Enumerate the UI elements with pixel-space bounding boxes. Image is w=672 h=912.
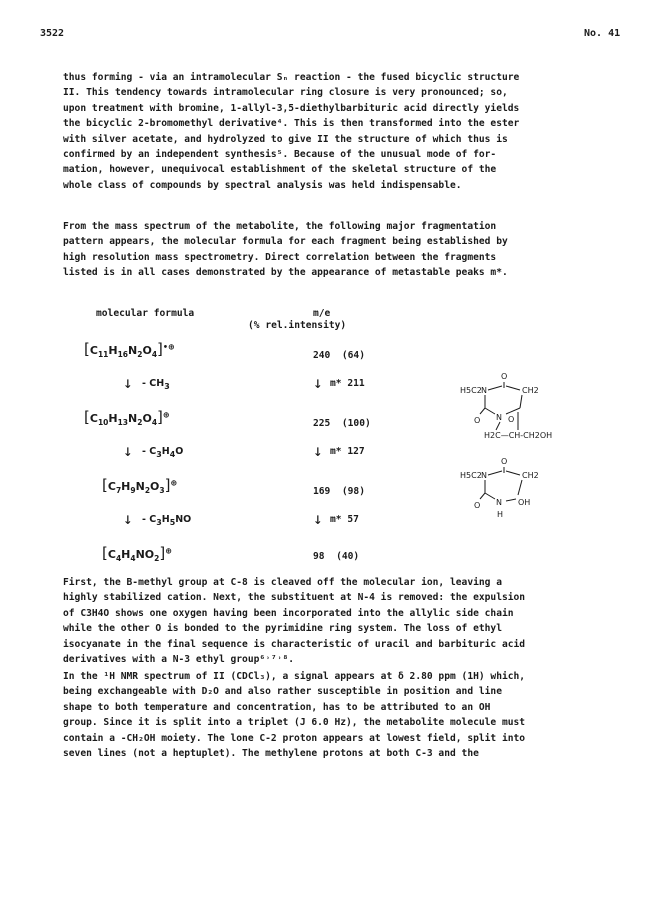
loss-2: - $C_3H_4O$ — [142, 446, 184, 459]
down-arrow-icon: ↓ — [123, 373, 133, 392]
text-line: thus forming - via an intramolecular Sₙ reaction - the fused bicyclic structure — [63, 72, 520, 83]
fragment-formula-2: $[C_{10}H_{13}N_2O_4]^\oplus$ — [84, 408, 170, 428]
column-header-formula: molecular formula — [96, 308, 195, 319]
struct-oxo-label: O — [501, 372, 508, 381]
text-line: From the mass spectrum of the metabolite, the following major fragmentation — [63, 221, 497, 232]
struct-ring-o-label: O — [508, 415, 515, 424]
struct-side-chain-label: H2C—CH-CH2OH — [484, 431, 553, 440]
text-line: derivatives with a N-3 ethyl group⁶˒⁷˒⁸. — [63, 654, 295, 666]
text-line: group. Since it is split into a triplet (J 6.0 Hz), the metabolite molecule must — [63, 717, 526, 729]
text-line: highly stabilized cation. Next, the substituent at N-4 is removed: the expulsion — [63, 592, 526, 604]
fragment-me-3: 169 (98) — [313, 486, 365, 497]
down-arrow-icon: ↓ — [313, 509, 323, 528]
fragment-formula-1: $[C_{11}H_{16}N_2O_4]^{•\oplus}$ — [84, 340, 175, 360]
struct-n-label: N — [496, 498, 502, 507]
struct-n-label: N — [481, 386, 487, 395]
structure-pyrimidine-fragment — [440, 455, 590, 525]
text-line: shape to both temperature and concentration, has to be attributed to an OH — [63, 701, 491, 713]
down-arrow-icon: ↓ — [123, 509, 133, 528]
bond — [506, 499, 516, 501]
bond — [488, 471, 502, 475]
text-line: while the other O is bonded to the pyrimidine ring system. The loss of ethyl — [63, 623, 502, 635]
metastable-2: m* 127 — [330, 446, 365, 457]
text-line: the bicyclic 2-bromomethyl derivative⁴. This is then transformed into the ester — [63, 118, 520, 130]
text-line: seven lines (not a heptuplet). The methylene protons at both C-3 and the — [63, 748, 479, 760]
text-line: mation, however, unequivocal establishment of the skeletal structure of the — [63, 164, 497, 176]
loss-1: - $CH_3$ — [142, 378, 170, 391]
issue-number: No. 41 — [584, 28, 621, 39]
text-line: II. This tendency towards intramolecular ring closure is very pronounced; so, — [63, 87, 508, 99]
paragraph-2 — [63, 219, 623, 281]
text-line: pattern appears, the molecular formula for each fragment being established by — [63, 236, 508, 248]
bond — [506, 471, 520, 475]
text-line: high resolution mass spectrometry. Direct correlation between the fragments — [63, 251, 497, 263]
down-arrow-icon: ↓ — [313, 373, 323, 392]
bond — [520, 395, 522, 408]
struct-oxo-label: O — [474, 416, 481, 425]
paragraph-3 — [63, 575, 623, 667]
page-number: 3522 — [40, 28, 65, 39]
text-line: isocyanate in the final sequence is characteristic of uracil and barbituric acid — [63, 638, 526, 650]
struct-n-label: N — [481, 471, 487, 480]
fragment-formula-4: $[C_4H_4NO_2]^\oplus$ — [102, 544, 172, 564]
paragraph-1 — [63, 70, 623, 193]
loss-3: - $C_3H_5NO$ — [142, 514, 192, 527]
fragment-formula-3: $[C_7H_9N_2O_3]^\oplus$ — [102, 476, 178, 496]
down-arrow-icon: ↓ — [313, 441, 323, 460]
metastable-3: m* 57 — [330, 514, 359, 525]
text-line: being exchangeable with D₂O and also rather susceptible in position and line — [63, 686, 502, 698]
bond — [506, 386, 520, 390]
struct-oxo-label: O — [474, 501, 481, 510]
text-line: In the ¹H NMR spectrum of II (CDCl₃), a signal appears at δ 2.80 ppm (1H) which, — [63, 671, 526, 682]
down-arrow-icon: ↓ — [123, 441, 133, 460]
column-header-me: m/e — [313, 308, 331, 319]
structure-bicyclic-fragment — [440, 370, 590, 448]
text-line: First, the B-methyl group at C-8 is cleaved off the molecular ion, leaving a — [63, 577, 502, 588]
bond — [496, 422, 500, 430]
paragraph-4 — [63, 669, 623, 761]
text-line: of C3H4O shows one oxygen having been incorporated into the allylic side chain — [63, 607, 514, 619]
fragment-me-1: 240 (64) — [313, 350, 365, 361]
bond — [480, 408, 485, 414]
text-line: whole class of compounds by spectral analysis was held indispensable. — [63, 179, 462, 191]
text-line: listed is in all cases demonstrated by the appearance of metastable peaks m*. — [63, 267, 508, 279]
struct-h-label: H — [497, 510, 504, 519]
bond — [485, 493, 495, 499]
struct-oxo-label: O — [501, 457, 508, 466]
text-line: with silver acetate, and hydrolyzed to give II the structure of which thus is — [63, 133, 508, 145]
bond — [480, 493, 485, 499]
struct-n-label: N — [496, 413, 502, 422]
fragment-me-2: 225 (100) — [313, 418, 371, 429]
struct-ch2-label: CH2 — [522, 471, 539, 480]
struct-ch2-label: CH2 — [522, 386, 539, 395]
column-header-intensity: (% rel.intensity) — [248, 320, 347, 331]
struct-ethyl-label: H5C2 — [460, 386, 482, 395]
bond — [518, 480, 522, 495]
struct-oh-label: OH — [518, 498, 531, 507]
metastable-1: m* 211 — [330, 378, 365, 389]
text-line: upon treatment with bromine, 1-allyl-3,5-diethylbarbituric acid directly yields — [63, 102, 520, 114]
text-line: contain a -CH₂OH moiety. The lone C-2 proton appears at lowest field, split into — [63, 732, 526, 744]
text-line: confirmed by an independent synthesis⁵. Because of the unusual mode of for- — [63, 149, 497, 161]
bond — [485, 408, 495, 414]
fragment-me-4: 98 (40) — [313, 551, 360, 562]
struct-ethyl-label: H5C2 — [460, 471, 482, 480]
bond — [488, 386, 502, 390]
